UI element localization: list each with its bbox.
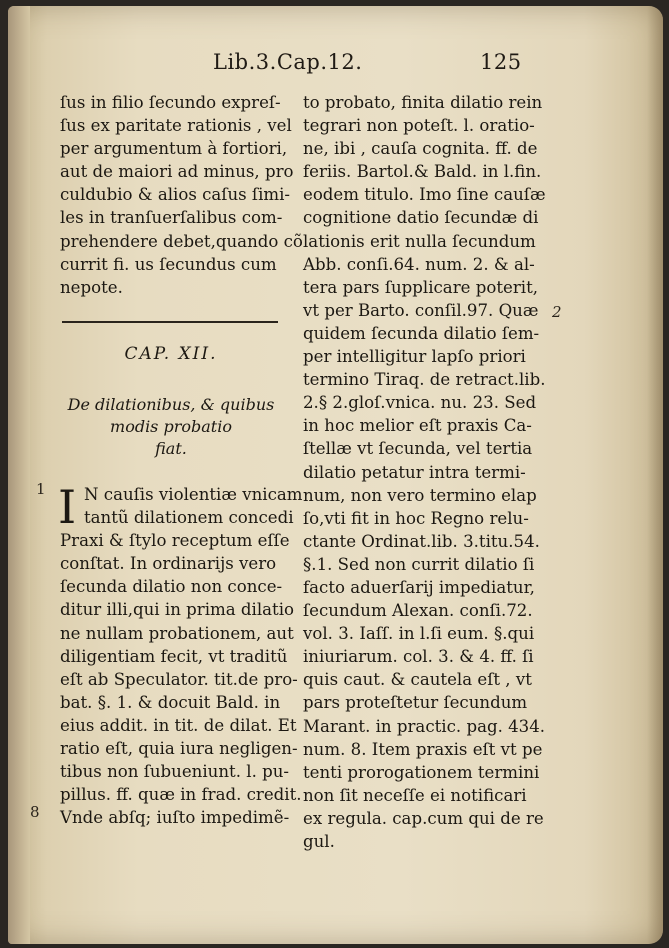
text-line: Abb. conſi.64. num. 2. & al- [303,254,535,274]
text-line: N cauſis violentiæ vnicam [84,485,303,504]
text-line: cognitione datio ſecundæ di [303,208,539,228]
text-line: ex regula. cap.cum qui de re [303,808,544,828]
text-line: De dilationibus, & quibus [67,395,275,414]
text-line: aut de maiori ad minus, pro [60,162,294,182]
text-line: per argumentum à fortiori, [60,139,288,159]
text-line: tenti prorogationem termini [303,762,540,782]
text-line: §.1. Sed non currit dilatio ſi [303,554,535,574]
text-line: gul. [303,832,335,851]
text-line: modis probatio [110,417,232,436]
text-line: ſus in filio ſecundo expreſ- [60,93,281,112]
text-line: ne, ibi , cauſa cognita. ff. de [303,139,538,159]
text-line: tibus non ſubueniunt. l. pu- [60,762,290,782]
text-line: prehendere debet,quando cõ [60,231,303,251]
text-line: eius addit. in tit. de dilat. Et [60,715,297,735]
text-line: ratio eſt, quia iura negligen- [60,739,298,759]
text-line: vt per Barto. conſil.97. Quæ [303,300,539,320]
drop-cap: I [58,480,77,534]
text-line: to probato, finita dilatio rein [303,93,543,112]
text-line: ſo,vti fit in hoc Regno relu- [303,508,529,528]
text-line: termino Tiraq. de retract.lib. [303,370,546,390]
chapter-subtitle [60,394,282,460]
text-line: non ſit neceſſe ei notificari [303,785,527,805]
text-line: eodem titulo. Imo ſine cauſæ [303,185,546,205]
page-gutter [8,6,30,944]
text-line: in hoc melior eſt praxis Ca- [303,416,532,436]
text-line: tantũ dilationem concedi [84,508,294,528]
text-line: feriis. Bartol.& Bald. in l.fin. [303,162,542,182]
text-line: dilatio petatur intra termi- [303,462,526,482]
text-line: eſt ab Speculator. tit.de pro- [60,669,298,689]
text-line: diligentiam fecit, vt traditũ [60,646,288,666]
text-line: facto aduerſarij impediatur, [303,577,535,597]
text-line: ſecunda dilatio non conce- [60,577,283,597]
text-line: ſecundum Alexan. conſi.72. [303,601,533,621]
section-divider [62,321,278,323]
text-line: pillus. ff. quæ in frad. credit. [60,785,302,805]
text-line: pars proteſtetur ſecundum [303,693,528,713]
chapter-title: CAP. XII. [124,344,218,364]
text-line: tegrari non poteſt. l. oratio- [303,116,535,136]
text-line: ne nullam probationem, aut [60,623,294,643]
text-line: culdubio & alios caſus ſimi- [60,185,291,205]
text-line: ſtellæ vt ſecunda, vel tertia [303,439,533,459]
left-column-body [58,480,303,829]
text-line: fiat. [155,439,187,458]
text-line: Marant. in practic. pag. 434. [303,716,546,736]
text-line: Vnde abſq; iuſto impedimẽ- [60,808,290,828]
text-line: currit fi. us ſecundus cum [60,254,277,274]
margin-note-left-bottom: 8 [30,803,40,821]
margin-note-right: 2 [552,303,562,321]
text-line: tera pars ſupplicare poterit, [303,277,539,297]
text-line: per intelligitur lapſo priori [303,347,526,367]
text-line: nepote. [60,277,123,297]
text-line: les in tranſuerſalibus com- [60,208,283,228]
text-line: conſtat. In ordinarijs vero [60,554,277,574]
text-line: ctante Ordinat.lib. 3.titu.54. [303,531,540,551]
text-line: quis caut. & cautela eſt , vt [303,670,532,690]
left-column-top [60,91,303,299]
text-line: lationis erit nulla ſecundum [303,231,536,251]
text-line: bat. §. 1. & docuit Bald. in [60,692,281,712]
right-column [303,91,546,853]
text-line: num, non vero termino elap [303,485,537,505]
text-line: vol. 3. Iaſſ. in l.ſi eum. §.qui [303,624,535,644]
text-line: ſus ex paritate rationis , vel [60,116,292,136]
text-line: num. 8. Item praxis eſt vt pe [303,739,543,759]
page-number: 125 [480,50,522,74]
running-title: Lib.3.Cap.12. [213,50,363,74]
page-edge [647,6,663,944]
margin-note-left-top: 1 [36,480,46,498]
text-line: 2.§ 2.gloſ.vnica. nu. 23. Sed [303,393,537,413]
text-line: iniuriarum. col. 3. & 4. ff. ſi [303,647,534,667]
text-line: quidem ſecunda dilatio ſem- [303,323,540,343]
text-line: ditur illi,qui in prima dilatio [60,600,295,620]
text-line: Praxi & ſtylo receptum eſſe [60,531,290,551]
running-header [195,50,555,84]
